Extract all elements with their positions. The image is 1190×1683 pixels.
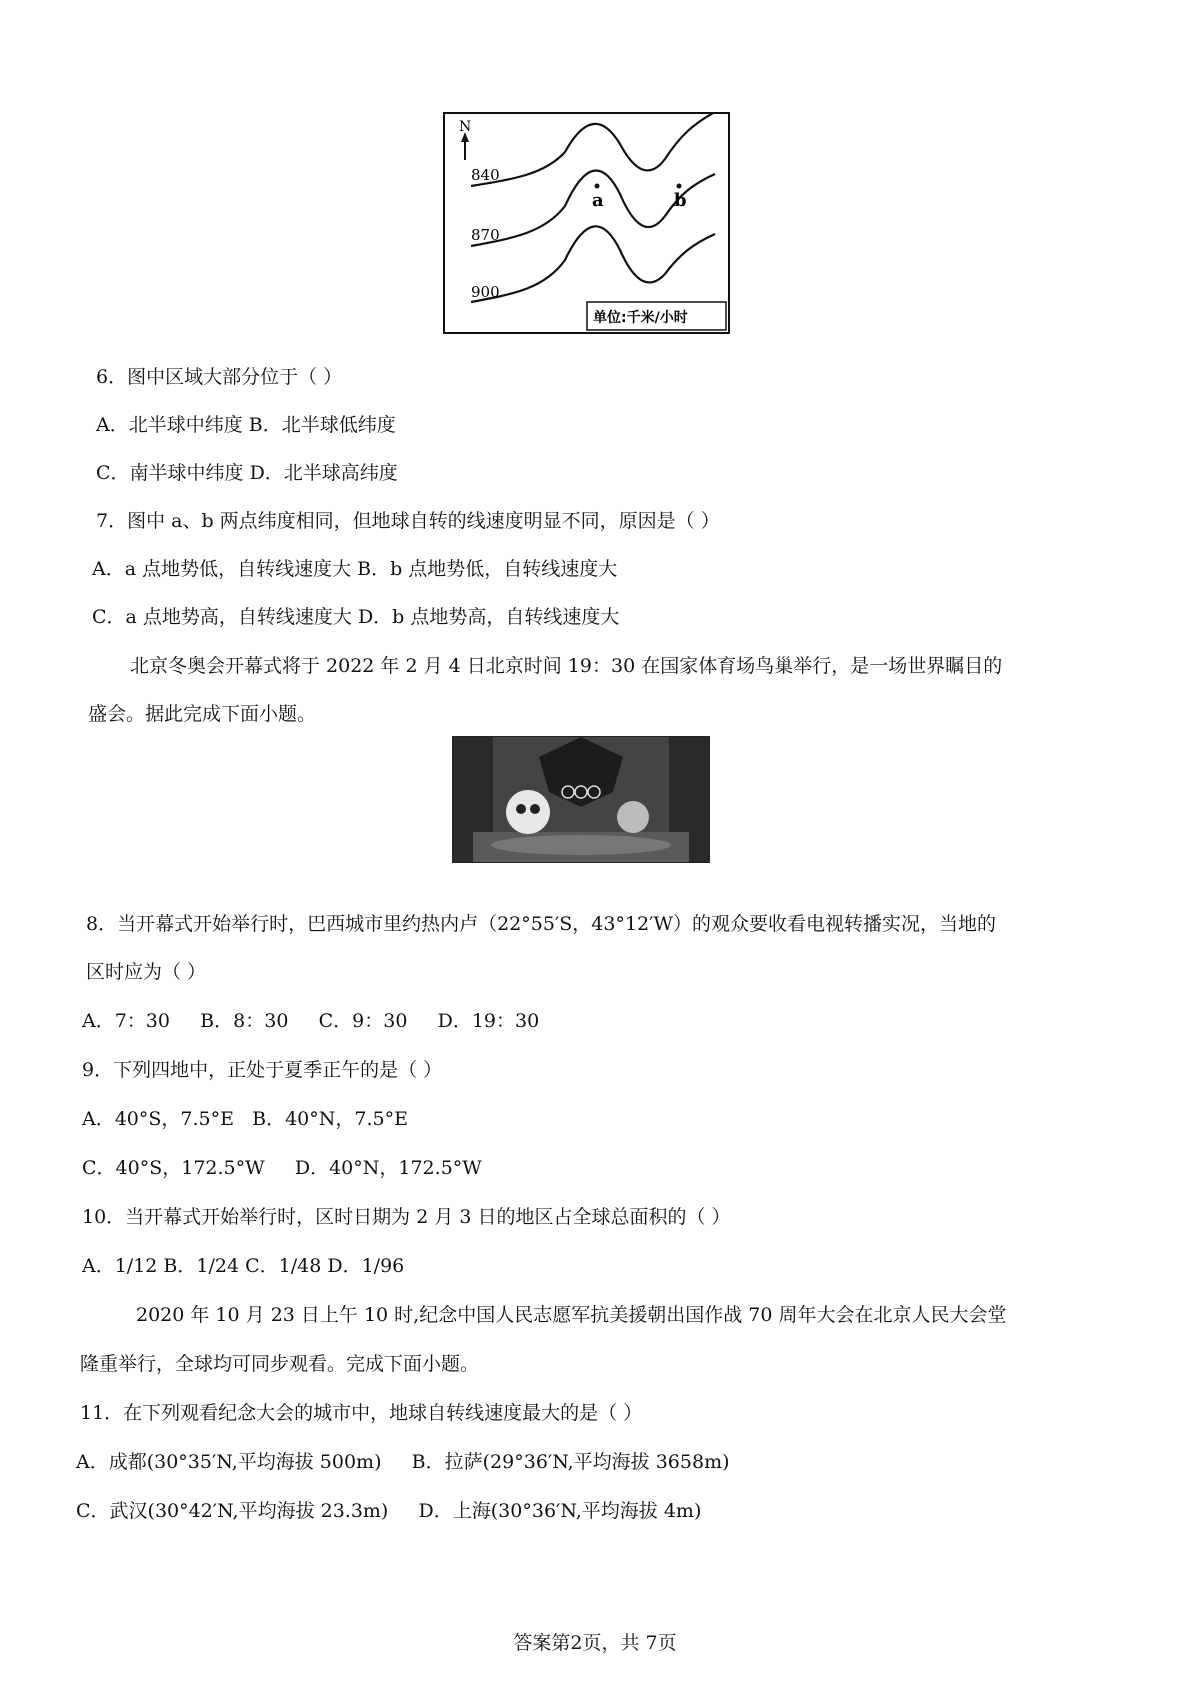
q6-options-cd: C．南半球中纬度 D．北半球高纬度 <box>96 462 398 484</box>
q7-stem: 7．图中 a、b 两点纬度相同，但地球自转的线速度明显不同，原因是（ ） <box>96 510 720 532</box>
north-label: N <box>459 119 472 135</box>
isoline-840 <box>471 114 715 186</box>
q11-options-ab: A．成都(30°35′N,平均海拔 500m) B．拉萨(29°36′N,平均海拔 3658m) <box>76 1451 730 1473</box>
mascot-panda-icon <box>506 790 550 834</box>
intro-2020-line1: 2020 年 10 月 23 日上午 10 时,纪念中国人民志愿军抗美援朝出国作战 70 周年大会在北京人民大会堂 <box>136 1304 1007 1326</box>
point-a-dot <box>595 184 600 189</box>
q10-options: A．1/12 B．1/24 C．1/48 D．1/96 <box>82 1255 405 1277</box>
point-a-label: a <box>592 190 604 211</box>
q11-options-cd: C．武汉(30°42′N,平均海拔 23.3m) D．上海(30°36′N,平均海拔 4m) <box>76 1500 702 1522</box>
unit-label: 单位:千米/小时 <box>593 310 688 326</box>
intro-2022-line2: 盛会。据此完成下面小题。 <box>88 703 317 725</box>
q6-stem: 6．图中区域大部分位于（ ） <box>96 366 343 388</box>
q9-options-cd: C．40°S，172.5°W D．40°N，172.5°W <box>82 1157 482 1179</box>
intro-2022-line1: 北京冬奥会开幕式将于 2022 年 2 月 4 日北京时间 19：30 在国家体育场鸟巢举行，是一场世界瞩目的 <box>130 655 1003 677</box>
isoline-label-840: 840 <box>471 166 500 184</box>
q8-options: A．7：30 B．8：30 C．9：30 D．19：30 <box>82 1010 540 1032</box>
point-b-dot <box>677 184 682 189</box>
point-b-label: b <box>674 190 687 211</box>
q7-options-cd: C．a 点地势高，自转线速度大 D．b 点地势高，自转线速度大 <box>92 606 620 628</box>
olympics-stage-illustration <box>453 737 709 862</box>
q11-stem: 11．在下列观看纪念大会的城市中，地球自转线速度最大的是（ ） <box>80 1402 643 1424</box>
mascot-lantern-icon <box>617 801 649 833</box>
q9-stem: 9．下列四地中，正处于夏季正午的是（ ） <box>82 1059 443 1081</box>
q7-options-ab: A．a 点地势低，自转线速度大 B．b 点地势低，自转线速度大 <box>92 558 618 580</box>
isoline-map <box>443 112 730 334</box>
intro-2020-line2: 隆重举行，全球均可同步观看。完成下面小题。 <box>80 1353 480 1375</box>
q6-options-ab: A．北半球中纬度 B．北半球低纬度 <box>96 414 396 436</box>
isoline-label-900: 900 <box>471 283 500 301</box>
isoline-label-870: 870 <box>471 226 500 244</box>
q8-stem-line2: 区时应为（ ） <box>86 961 207 983</box>
olympics-stage-photo <box>452 736 710 863</box>
q10-stem: 10．当开幕式开始举行时，区时日期为 2 月 3 日的地区占全球总面积的（ ） <box>82 1206 731 1228</box>
q8-stem-line1: 8．当开幕式开始举行时，巴西城市里约热内卢（22°55′S，43°12′W）的观众要收看电视转播实况，当地的 <box>86 913 996 935</box>
isoline-map-svg <box>445 114 728 332</box>
q9-options-ab: A．40°S，7.5°E B．40°N，7.5°E <box>82 1108 408 1130</box>
page-footer: 答案第2页，共 7页 <box>513 1632 677 1654</box>
